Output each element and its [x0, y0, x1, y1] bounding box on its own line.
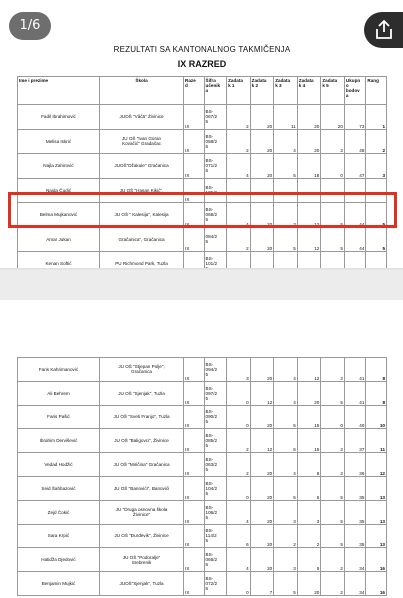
cell-school: JU OŠ "Hasan Kikić", — [100, 178, 184, 203]
cell-z3: 4 — [274, 129, 298, 154]
cell-name: Vedad Hodžić — [18, 453, 100, 477]
cell-z3: 5 — [274, 476, 298, 500]
table-row — [18, 105, 387, 130]
cell-sifra: BS- 067/2 5 — [204, 105, 227, 130]
cell-sifra: BS- 101/2 — [204, 252, 227, 277]
cell-name: Belma Mujkanović — [18, 203, 100, 228]
cell-ukupno: 35 — [344, 476, 366, 500]
cell-rang: 13 — [366, 476, 387, 500]
cell-sifra: BS- 094/2 5 — [204, 358, 227, 382]
cell-school: JUOŠ"Sjenjak", Tuzla — [100, 572, 184, 596]
cell-razred: IX — [184, 203, 205, 228]
cell-z5: 20 — [321, 105, 345, 130]
cell-z1: 0 — [227, 405, 251, 429]
cell-z2: 20 — [250, 500, 274, 524]
cell-z1: 2 — [227, 453, 251, 477]
cell-razred: IX — [184, 129, 205, 154]
cell-z3: 5 — [274, 572, 298, 596]
cell-razred: IX — [184, 548, 205, 572]
cell-z3: 3 — [274, 203, 298, 228]
cell-z4: 20 — [297, 572, 321, 596]
cell-z4: 5 — [297, 476, 321, 500]
header-z3: Zadata k 3 — [274, 77, 298, 105]
cell-z1: 0 — [227, 381, 251, 405]
cell-sifra: BS- 085/2 5 — [204, 429, 227, 453]
cell-z1: 4 — [227, 154, 251, 179]
cell-name: Hatidža Djedović — [18, 548, 100, 572]
cell-z3: 3 — [274, 548, 298, 572]
cell-razred: IX — [184, 453, 205, 477]
cell-rang: 10 — [366, 405, 387, 429]
table-row — [18, 381, 387, 405]
cell-z2: 20 — [250, 405, 274, 429]
page-separator — [0, 270, 403, 300]
cell-rang: 13 — [366, 500, 387, 524]
cell-z2: 20 — [250, 154, 274, 179]
cell-name: Faris Kahrimanović — [18, 358, 100, 382]
cell-z2: 12 — [250, 381, 274, 405]
header-z5: Zadata k 5 — [321, 77, 345, 105]
cell-ukupno: 34 — [344, 572, 366, 596]
cell-rang: 5 — [366, 203, 387, 228]
cell-ukupno: 37 — [344, 429, 366, 453]
cell-z1: 2 — [227, 227, 251, 252]
cell-sifra: 084/2 5 — [204, 227, 227, 252]
cell-ukupno: 35 — [344, 500, 366, 524]
cell-sifra: BS- 090/2 5 — [204, 405, 227, 429]
cell-z1: 2 — [227, 129, 251, 154]
cell-razred: IX — [184, 358, 205, 382]
cell-z5: 0 — [321, 154, 345, 179]
cell-z1: 6 — [227, 524, 251, 548]
cell-sifra: BS- 106/2 5 — [204, 500, 227, 524]
table-row — [18, 154, 387, 179]
cell-school: JU OŠ "Stjepan Polje", Gračanica — [100, 358, 184, 382]
cell-rang: 16 — [366, 548, 387, 572]
cell-school: JU OŠ "Baligovci", Živinice — [100, 429, 184, 453]
cell-school: JUOŠ "Vâčā" Živinice — [100, 105, 184, 130]
cell-ukupno: 44 — [344, 227, 366, 252]
cell-name: Fadil Ibrahimović — [18, 105, 100, 130]
cell-name: Amar Jukan — [18, 227, 100, 252]
cell-z5: 2 — [321, 572, 345, 596]
header-ukupno: Ukupn o bodov a — [344, 77, 366, 105]
cell-z3: 4 — [274, 453, 298, 477]
cell-z3: 11 — [274, 105, 298, 130]
cell-name: Ibrahim Dervišević — [18, 429, 100, 453]
cell-rang: 1 — [366, 105, 387, 130]
cell-name: Kenan Softić — [18, 252, 100, 277]
cell-z1: 4 — [227, 548, 251, 572]
cell-sifra: BS- 063/2 5 — [204, 453, 227, 477]
cell-z5: 5 — [321, 524, 345, 548]
cell-ukupno: 35 — [344, 524, 366, 548]
cell-sifra: BS- 097/2 5 — [204, 381, 227, 405]
cell-ukupno: 44 — [344, 203, 366, 228]
cell-school: JU OŠ "Sjenjak", Tuzla — [100, 381, 184, 405]
cell-school: JU OŠ "Banovići", Banovići — [100, 476, 184, 500]
header-z2: Zadata k 2 — [250, 77, 274, 105]
cell-sifra: BS- 066/2 5 — [204, 548, 227, 572]
cell-z2: 20 — [250, 453, 274, 477]
cell-z4: 20 — [297, 381, 321, 405]
table-row — [18, 524, 387, 548]
cell-z5: 2 — [321, 453, 345, 477]
cell-z3: 6 — [274, 429, 298, 453]
cell-z2: 20 — [250, 358, 274, 382]
cell-z3: 4 — [274, 381, 298, 405]
header-razred: Raze d — [184, 77, 205, 105]
table-row — [18, 548, 387, 572]
cell-z5: 5 — [321, 381, 345, 405]
cell-z4: 15 — [297, 429, 321, 453]
cell-rang: 8 — [366, 381, 387, 405]
cell-ukupno: 36 — [344, 453, 366, 477]
cell-z2: 12 — [250, 429, 274, 453]
cell-razred: IX — [184, 500, 205, 524]
cell-school: JU OŠ "Miričina" Gračanica — [100, 453, 184, 477]
table-row — [18, 476, 387, 500]
cell-z5: 5 — [321, 476, 345, 500]
header-school: Škola — [100, 77, 184, 105]
cell-z1: 2 — [227, 105, 251, 130]
cell-school: PU Richmond Park, Tuzla — [100, 252, 184, 277]
table-row — [18, 572, 387, 596]
header-sifra: Šifra učenik a — [204, 77, 227, 105]
cell-z4: 18 — [297, 154, 321, 179]
results-table-page1 — [17, 76, 387, 277]
cell-z3: 5 — [274, 405, 298, 429]
cell-ukupno: 41 — [344, 358, 366, 382]
highlight-box — [8, 192, 397, 228]
cell-school: JUOŠ"Džakule" Gračanica — [100, 154, 184, 179]
cell-name: Faris Pašić — [18, 405, 100, 429]
cell-sifra: BS- 058/2 5 — [204, 129, 227, 154]
cell-z4: 12 — [297, 227, 321, 252]
document-title: REZULTATI SA KANTONALNOG TAKMIČENJA — [113, 45, 291, 54]
cell-rang: 3 — [366, 154, 387, 179]
cell-z1: 4 — [227, 203, 251, 228]
page-indicator: 1/6 — [9, 12, 51, 40]
cell-z4: 20 — [297, 129, 321, 154]
cell-sifra: BS- 072/2 5 — [204, 572, 227, 596]
cell-ukupno: 41 — [344, 381, 366, 405]
cell-z5: 2 — [321, 548, 345, 572]
table-row — [18, 129, 387, 154]
cell-z2: 20 — [250, 227, 274, 252]
cell-school: JU OŠ "Đurđevik", Živinice — [100, 524, 184, 548]
cell-z3: 3 — [274, 500, 298, 524]
cell-z4: 20 — [297, 105, 321, 130]
cell-z3: 2 — [274, 524, 298, 548]
cell-z5: 5 — [321, 500, 345, 524]
cell-name: Sara Krpić — [18, 524, 100, 548]
cell-z5: 2 — [321, 429, 345, 453]
cell-z2: 20 — [250, 548, 274, 572]
cell-z3: 5 — [274, 227, 298, 252]
cell-z2: 20 — [250, 524, 274, 548]
cell-ukupno: 48 — [344, 129, 366, 154]
cell-z5: 0 — [321, 405, 345, 429]
share-icon — [373, 19, 395, 41]
cell-name: Najla Zahirović — [18, 154, 100, 179]
cell-rang: 8 — [366, 358, 387, 382]
document-subtitle: IX RAZRED — [177, 59, 227, 69]
cell-z1: 0 — [227, 572, 251, 596]
cell-razred: IX — [184, 178, 205, 203]
cell-z5: 2 — [321, 129, 345, 154]
table-row — [18, 453, 387, 477]
header-z4: Zadata k 4 — [297, 77, 321, 105]
cell-razred: IX — [184, 227, 205, 252]
cell-school: JU OŠ "Podoralje" Srebrenik — [100, 548, 184, 572]
cell-z5: 2 — [321, 358, 345, 382]
cell-rang: 5 — [366, 227, 387, 252]
cell-razred: IX — [184, 476, 205, 500]
cell-z4: 8 — [297, 453, 321, 477]
table-row — [18, 429, 387, 453]
cell-razred: IX — [184, 429, 205, 453]
cell-school: JU OŠ "Ivan Goran Kovačić" Gradačac — [100, 129, 184, 154]
cell-ukupno: 34 — [344, 548, 366, 572]
cell-school: JU OŠ "Sveti Franjo", Tuzla — [100, 405, 184, 429]
table-row — [18, 405, 387, 429]
cell-name: Naida Čudić — [18, 178, 100, 203]
cell-sifra: BS- 114/2 5 — [204, 524, 227, 548]
cell-ukupno: 47 — [344, 154, 366, 179]
cell-z4: 12 — [297, 358, 321, 382]
cell-razred: IX — [184, 405, 205, 429]
cell-z4: 3 — [297, 500, 321, 524]
cell-z2: 20 — [250, 105, 274, 130]
cell-z1: 3 — [227, 358, 251, 382]
cell-name: Melisa Iskrić — [18, 129, 100, 154]
header-z1: Zadata k 1 — [227, 77, 251, 105]
cell-z2: 20 — [250, 129, 274, 154]
cell-z4: 2 — [297, 524, 321, 548]
cell-z4: 15 — [297, 405, 321, 429]
cell-z2: 20 — [250, 203, 274, 228]
cell-name: Seid Šahbazović — [18, 476, 100, 500]
header-rang: Rang — [366, 77, 387, 105]
cell-sifra: BS- 105/2 — [204, 178, 227, 203]
cell-ukupno: 73 — [344, 105, 366, 130]
cell-razred: IX — [184, 105, 205, 130]
cell-z3: 5 — [274, 154, 298, 179]
cell-school: JU OŠ " Kalesija", Kalesija — [100, 203, 184, 228]
results-table-page2 — [17, 357, 387, 596]
cell-sifra: BS- 104/2 5 — [204, 476, 227, 500]
cell-razred: IX — [184, 381, 205, 405]
cell-school: JU "Druga osnovna škola Živinice" — [100, 500, 184, 524]
cell-rang: 13 — [366, 524, 387, 548]
cell-z2: 20 — [250, 476, 274, 500]
cell-z3: 4 — [274, 358, 298, 382]
cell-razred: IX — [184, 154, 205, 179]
cell-z1: 0 — [227, 476, 251, 500]
cell-rang: 16 — [366, 572, 387, 596]
cell-rang: 11 — [366, 429, 387, 453]
cell-z5: 5 — [321, 227, 345, 252]
cell-razred: IX — [184, 524, 205, 548]
cell-name: Zejd Čokić — [18, 500, 100, 524]
cell-z1: 4 — [227, 500, 251, 524]
cell-rang: 12 — [366, 453, 387, 477]
share-button[interactable] — [364, 12, 403, 48]
cell-z1: 2 — [227, 429, 251, 453]
header-name: Ime i prezime — [18, 77, 100, 105]
table-row — [18, 500, 387, 524]
table-row — [18, 227, 387, 252]
cell-z2: 7 — [250, 572, 274, 596]
cell-z5: 5 — [321, 203, 345, 228]
cell-z4: 5 — [297, 548, 321, 572]
cell-sifra: BS- 068/2 5 — [204, 203, 227, 228]
cell-name: Ali Behrem — [18, 381, 100, 405]
cell-ukupno: 40 — [344, 405, 366, 429]
cell-school: Gračanica", Gračanica — [100, 227, 184, 252]
cell-z4: 12 — [297, 203, 321, 228]
cell-name: Benjamin Mujkić — [18, 572, 100, 596]
cell-razred: IX — [184, 572, 205, 596]
cell-sifra: BS- 071/2 5 — [204, 154, 227, 179]
cell-rang: 2 — [366, 129, 387, 154]
table-header-row — [18, 77, 387, 105]
table-row — [18, 358, 387, 382]
